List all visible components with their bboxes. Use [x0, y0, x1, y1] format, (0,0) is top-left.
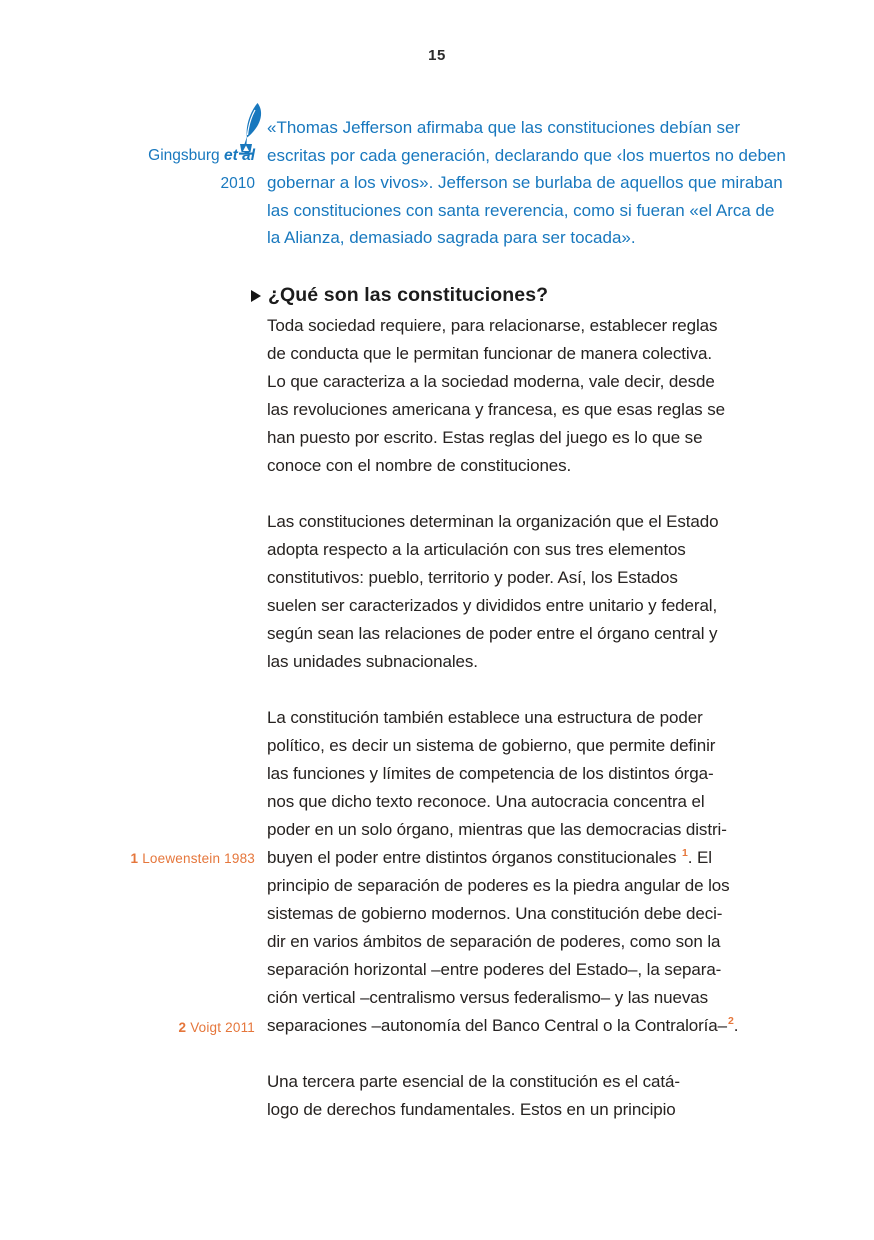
text-line: nos que dicho texto reconoce. Una autocracia concentra el — [267, 792, 705, 811]
text-line: Toda sociedad requiere, para relacionarse, establecer reglas — [267, 316, 718, 335]
footnote-reference: 2 — [728, 1015, 734, 1028]
text-line: conoce con el nombre de constituciones. — [267, 456, 572, 475]
quote-line: gobernar a los vivos». Jefferson se burlaba de aquellos que miraban — [267, 173, 783, 192]
text-line: adopta respecto a la articulación con sus tres elementos — [267, 540, 686, 559]
quote-text — [267, 114, 786, 252]
attribution-etal: et al — [223, 147, 255, 164]
attribution-year: 2010 — [220, 174, 255, 192]
page-number: 15 — [428, 47, 446, 64]
text-line: de conducta que le permitan funcionar de manera colectiva. — [267, 344, 712, 363]
paragraph — [267, 1068, 787, 1124]
quote-line: las constituciones con santa reverencia, como si fueran «el Arca de — [267, 200, 775, 220]
text-line: las funciones y límites de competencia de los distintos órga- — [267, 764, 714, 783]
text-line: Una tercera parte esencial de la constitución es el catá- — [267, 1072, 680, 1091]
section-heading-text: ¿Qué son las constituciones? — [268, 284, 549, 306]
body-paragraphs — [267, 312, 787, 1152]
text-line: dir en varios ámbitos de separación de poderes, como son la — [267, 932, 721, 951]
attribution-author: Gingsburg — [148, 147, 224, 164]
text-line: suelen ser caracterizados y divididos entre unitario y federal, — [267, 596, 718, 615]
text-line: sistemas de gobierno modernos. Una constitución debe deci- — [267, 904, 723, 923]
section-heading — [251, 284, 548, 307]
text-line: separaciones –autonomía del Banco Central o la Contraloría–$^2$. — [267, 1015, 739, 1035]
text-line: buyen el poder entre distintos órganos constitucionales $^1$. El — [267, 847, 712, 867]
margin-note-2 — [178, 1020, 255, 1035]
text-line: La constitución también establece una estructura de poder — [267, 708, 703, 727]
text-line: Lo que caracteriza a la sociedad moderna, vale decir, desde — [267, 372, 715, 391]
margin-note-text: Voigt 2011 — [190, 1020, 255, 1035]
text-line: han puesto por escrito. Estas reglas del juego es lo que se — [267, 428, 703, 447]
margin-note-text: Loewenstein 1983 — [142, 851, 255, 866]
paragraph — [267, 508, 787, 676]
triangle-right-icon — [251, 290, 261, 302]
margin-note-number: 1 — [130, 851, 139, 866]
text-line: separación horizontal –entre poderes del Estado–, la separa- — [267, 960, 722, 979]
quote-line: la Alianza, demasiado sagrada para ser tocada». — [267, 228, 636, 247]
text-line: según sean las relaciones de poder entre el órgano central y — [267, 624, 718, 643]
text-line: político, es decir un sistema de gobierno, que permite definir — [267, 736, 716, 755]
text-line: Las constituciones determinan la organización que el Estado — [267, 512, 719, 531]
text-line: logo de derechos fundamentales. Estos en un principio — [267, 1100, 676, 1119]
quote-line: escritas por cada generación, declarando que ‹los muertos no deben — [267, 145, 786, 165]
text-line: ción vertical –centralismo versus federalismo– y las nuevas — [267, 988, 709, 1007]
quote-line: «Thomas Jefferson afirmaba que las constituciones debían ser — [267, 118, 741, 137]
text-line: constitutivos: pueblo, territorio y poder. Así, los Estados — [267, 568, 678, 587]
text-line: principio de separación de poderes es la piedra angular de los — [267, 876, 730, 895]
margin-note-1 — [130, 851, 255, 866]
text-line: las unidades subnacionales. — [267, 652, 478, 671]
quote-attribution — [148, 142, 255, 197]
margin-note-number: 2 — [178, 1020, 187, 1035]
paragraph — [267, 704, 787, 1040]
paragraph — [267, 312, 787, 480]
footnote-reference: 1 — [682, 847, 688, 860]
text-line: poder en un solo órgano, mientras que las democracias distri- — [267, 820, 727, 839]
text-line: las revoluciones americana y francesa, es que esas reglas se — [267, 400, 725, 419]
